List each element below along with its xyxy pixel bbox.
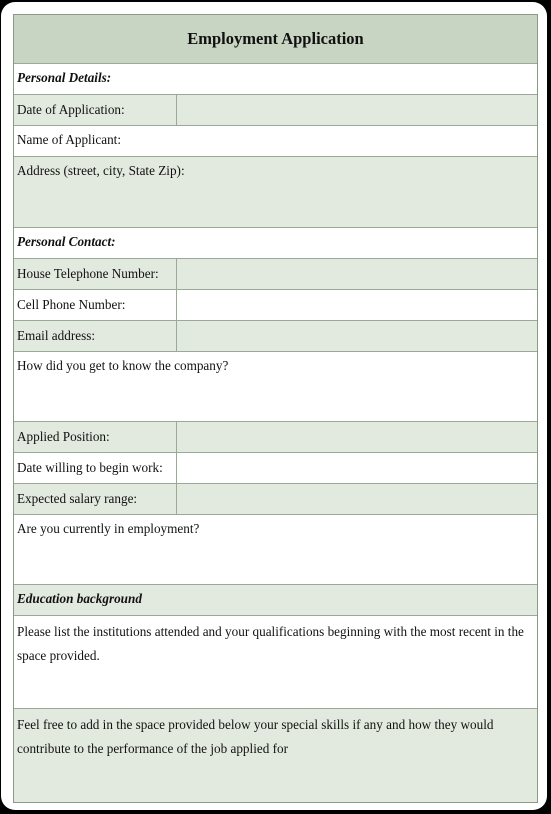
name-of-applicant-label: Name of Applicant: — [17, 132, 122, 147]
address-label: Address (street, city, State Zip): — [17, 163, 185, 178]
date-of-application-field[interactable] — [177, 95, 537, 125]
house-telephone-label: House Telephone Number: — [14, 259, 177, 289]
expected-salary-row — [14, 484, 537, 515]
expected-salary-field[interactable] — [177, 484, 537, 514]
applied-position-field[interactable] — [177, 422, 537, 452]
email-field[interactable] — [177, 321, 537, 351]
form-title-row — [14, 15, 537, 64]
date-begin-work-label: Date willing to begin work: — [14, 453, 177, 483]
personal-contact-heading: Personal Contact: — [17, 234, 116, 249]
applied-position-row — [14, 422, 537, 453]
currently-employed-label: Are you currently in employment? — [17, 521, 200, 536]
institutions-row — [14, 616, 537, 709]
date-begin-work-row — [14, 453, 537, 484]
name-of-applicant-row — [14, 126, 537, 157]
institutions-prompt: Please list the institutions attended and your qualifications beginning with the most recent in the space provided. — [17, 624, 524, 663]
house-telephone-field[interactable] — [177, 259, 537, 289]
address-row — [14, 157, 537, 228]
email-label: Email address: — [14, 321, 177, 351]
cell-phone-label: Cell Phone Number: — [14, 290, 177, 320]
currently-employed-row — [14, 515, 537, 585]
education-heading-row — [14, 585, 537, 616]
skills-prompt: Feel free to add in the space provided below your special skills if any and how they would contribute to the performance of the job applied for — [17, 717, 494, 756]
applied-position-label: Applied Position: — [14, 422, 177, 452]
personal-details-heading: Personal Details: — [17, 70, 112, 85]
house-telephone-row — [14, 259, 537, 290]
date-begin-work-field[interactable] — [177, 453, 537, 483]
personal-contact-heading-row — [14, 228, 537, 259]
how-know-company-label: How did you get to know the company? — [17, 358, 229, 373]
date-of-application-row — [14, 95, 537, 126]
form-title: Employment Application — [187, 29, 364, 48]
skills-row — [14, 709, 537, 802]
employment-application-form — [13, 14, 538, 803]
personal-details-heading-row — [14, 64, 537, 95]
cell-phone-row — [14, 290, 537, 321]
expected-salary-label: Expected salary range: — [14, 484, 177, 514]
date-of-application-label: Date of Application: — [14, 95, 177, 125]
cell-phone-field[interactable] — [177, 290, 537, 320]
form-card — [1, 2, 547, 810]
education-heading: Education background — [17, 591, 142, 606]
how-know-company-row — [14, 352, 537, 422]
email-row — [14, 321, 537, 352]
